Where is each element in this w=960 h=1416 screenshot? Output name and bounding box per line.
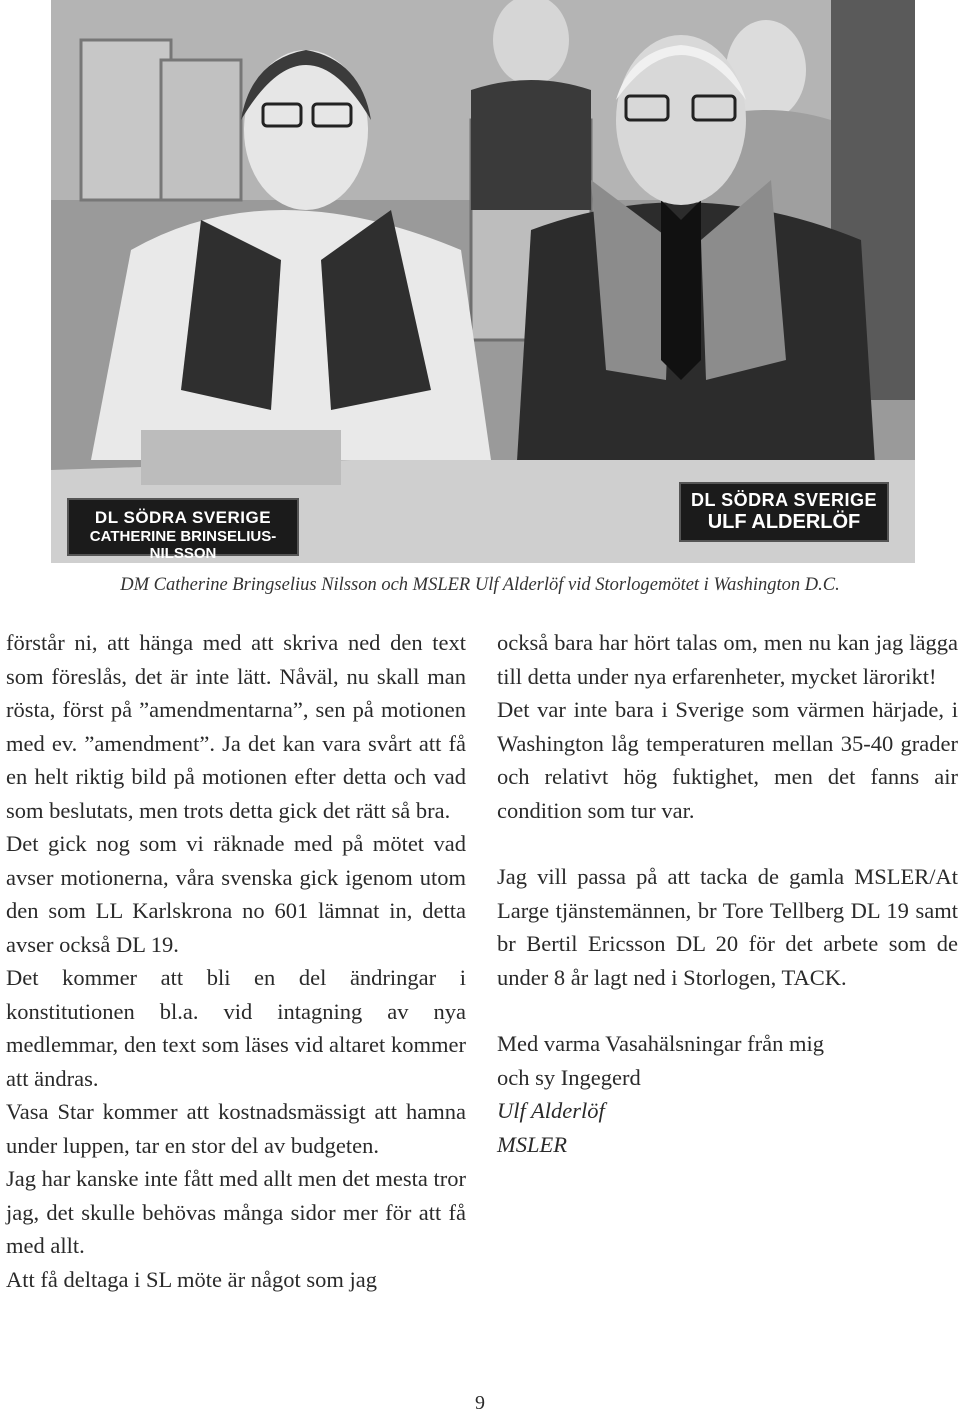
right-column <box>497 626 958 1161</box>
paragraph: förstår ni, att hänga med att skriva ned den text som föreslås, det är inte lätt. Nåväl, nu skall man rösta, först på ”amendmentarna”, sen på motionen med ev. ”amendment”. Ja det kan vara svårt att få en helt riktig bild på motionen efter detta och vad som beslutats, men trots detta gick det rätt så bra. <box>6 630 466 823</box>
nameplate-ulf <box>679 482 889 542</box>
paragraph: Vasa Star kommer att kostnadsmässigt att hamna under luppen, tar en stor del av budgeten. <box>6 1099 466 1158</box>
paragraph: Jag har kanske inte fått med allt men det mesta tror jag, det skulle behövas många sidor mer för att få med allt. <box>6 1166 466 1258</box>
photo-illustration <box>51 0 915 563</box>
page-number: 9 <box>475 1392 485 1414</box>
spacer <box>497 994 958 1027</box>
paragraph: Det gick nog som vi räknade med på mötet vad avser motionerna, våra svenska gick igenom utom den som LL Karlskrona no 601 lämnat in, detta avser också DL 19. <box>6 831 466 957</box>
signature: Ulf Alderlöf <box>497 1098 605 1123</box>
paragraph: Det var inte bara i Sverige som värmen härjade, i Washington låg temperaturen mellan 35-40 grader och relativt hög fuktighet, men det fanns air condition som tur var. <box>497 697 958 823</box>
nameplate-right-line2: ULF ALDERLÖF <box>707 510 861 533</box>
nameplate-left-line1: DL SÖDRA SVERIGE <box>94 508 272 527</box>
photo-caption: DM Catherine Bringselius Nilsson och MSLER Ulf Alderlöf vid Storlogemötet i Washington D.C. <box>120 575 840 595</box>
paragraph: också bara har hört talas om, men nu kan jag lägga till detta under nya erfarenheter, mycket lärorikt! <box>497 630 958 689</box>
signature-title: MSLER <box>497 1131 567 1157</box>
paragraph: Jag vill passa på att tacka de gamla MSLER/At Large tjänstemännen, br Tore Tellberg DL 19 samt br Bertil Ericsson DL 20 för det arbete som de under 8 år lagt ned i Storlogen, TACK. <box>497 864 958 990</box>
nameplate-catherine <box>67 498 299 562</box>
nameplate-left-line2: CATHERINE BRINSELIUS-NILSSON <box>89 527 277 562</box>
paragraph: Att få deltaga i SL möte är något som jag <box>6 1266 377 1292</box>
photo <box>51 0 915 563</box>
closing-line: och sy Ingegerd <box>497 1064 641 1090</box>
left-column <box>6 626 466 1296</box>
spacer <box>497 827 958 860</box>
nameplate-right-line1: DL SÖDRA SVERIGE <box>690 490 878 510</box>
closing-line: Med varma Vasahälsningar från mig <box>497 1031 824 1056</box>
paragraph: Det kommer att bli en del ändringar i konstitutionen bl.a. vid intagning av nya medlemmar, den text som läses vid altaret kommer att ändras. <box>6 965 466 1091</box>
